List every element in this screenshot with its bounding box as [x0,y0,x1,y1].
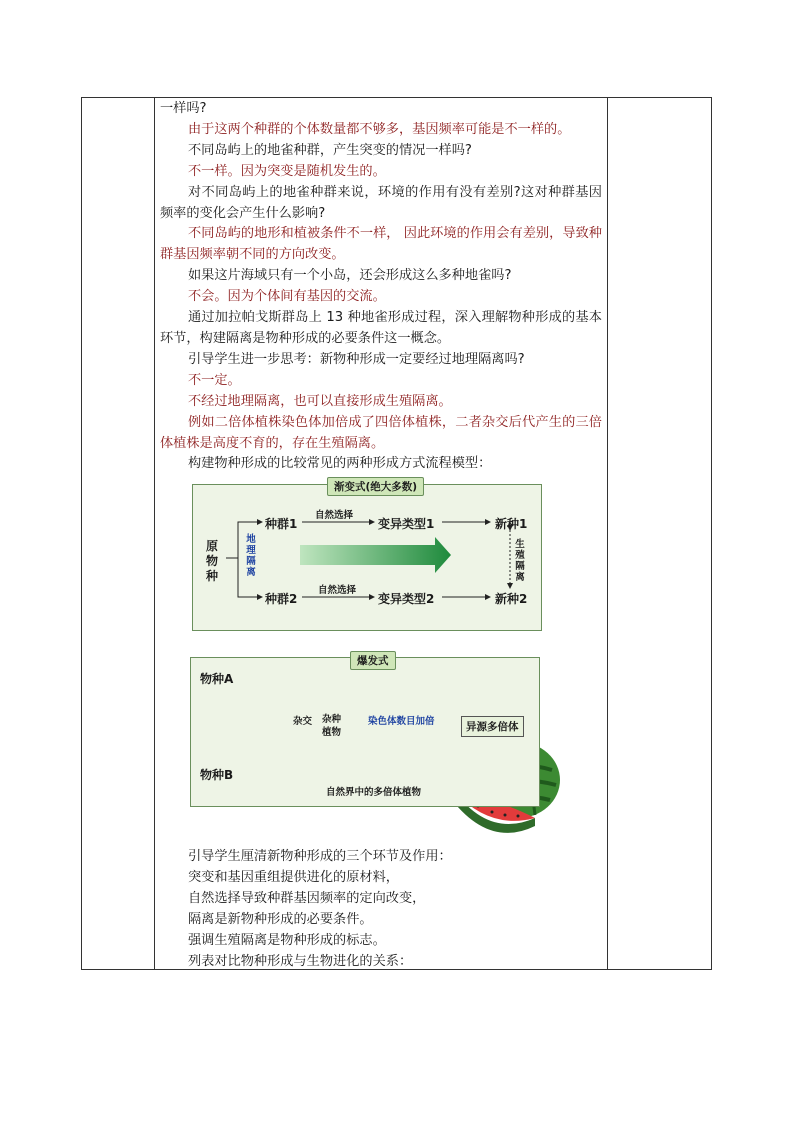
population-1-label: 种群1 [265,517,298,531]
gene-frequency-arrow [300,537,451,573]
lesson-content-after [160,847,602,972]
chromosome-doubling-label: 染色体数目加倍 [368,716,435,727]
natural-selection-2-label: 自然选择 [318,585,357,596]
variation-1-label: 变异类型1 [378,517,435,531]
branch-line-2 [238,558,262,597]
population-2-label: 种群2 [265,592,298,606]
burst-title: 爆发式 [350,651,396,670]
species-a-label: 物种A [200,672,234,686]
gradual-title: 渐变式(绝大多数) [327,477,424,496]
paragraph: 列表对比物种形成与生物进化的关系： [188,953,413,969]
geo-isolation-label: 地理隔离 [246,534,256,578]
paragraph: 如果这片海域只有一个小岛，还会形成这么多种地雀吗? [188,268,512,284]
hybrid-plant-label: 杂种植物 [322,714,342,738]
origin-species-label: 原物种 [205,539,218,583]
answer-paragraph: 不会。因为个体间有基因的交流。 [188,289,386,305]
allopolyploid-box: 异源多倍体 [461,716,524,737]
species-b-label: 物种B [200,768,234,782]
variation-2-label: 变异类型2 [378,592,435,606]
answer-paragraph: 不经过地理隔离，也可以直接形成生殖隔离。 [188,393,452,409]
answer-paragraph: 不一样。因为突变是随机发生的。 [188,163,386,179]
burst-caption: 自然界中的多倍体植物 [326,787,422,798]
cross-label: 杂交 [293,716,313,727]
paragraph: 隔离是新物种形成的必要条件。 [188,911,373,927]
new-species-1-label: 新种1 [495,517,528,531]
paragraph: 强调生殖隔离是物种形成的标志。 [188,932,386,948]
answer-paragraph: 例如二倍体植株染色体加倍成了四倍体植株，二者杂交后代产生的三倍体植株是高度不育的，存在生殖隔离。 [160,414,602,451]
new-species-2-label: 新种2 [495,592,528,606]
repro-isolation-label: 生殖隔离 [515,539,525,583]
paragraph: 对不同岛屿上的地雀种群来说，环境的作用有没有差别?这对种群基因频率的变化会产生什么影响? [160,184,602,221]
paragraph: 引导学生厘清新物种形成的三个环节及作用： [188,849,452,864]
answer-paragraph: 不同岛屿的地形和植被条件不一样， 因此环境的作用会有差别，导致种群基因频率朝不同的方向改变。 [160,226,602,263]
paragraph: 一样吗? [160,101,207,116]
paragraph: 自然选择导致种群基因频率的定向改变， [188,890,426,906]
paragraph: 构建物种形成的比较常见的两种形成方式流程模型： [188,456,492,472]
paragraph: 通过加拉帕戈斯群岛上 13 种地雀形成过程，深入理解物种形成的基本环节，构建隔离是物种形成的必要条件这一概念。 [160,310,602,346]
branch-line-1 [226,522,262,558]
answer-paragraph: 不一定。 [188,372,241,388]
answer-paragraph: 由于这两个种群的个体数量都不够多，基因频率可能是不一样的。 [188,121,571,137]
natural-selection-1-label: 自然选择 [315,510,354,521]
paragraph: 引导学生进一步思考：新物种形成一定要经过地理隔离吗? [188,351,525,367]
paragraph: 不同岛屿上的地雀种群，产生突变的情况一样吗? [188,142,472,158]
paragraph: 突变和基因重组提供进化的原材料， [188,869,399,885]
